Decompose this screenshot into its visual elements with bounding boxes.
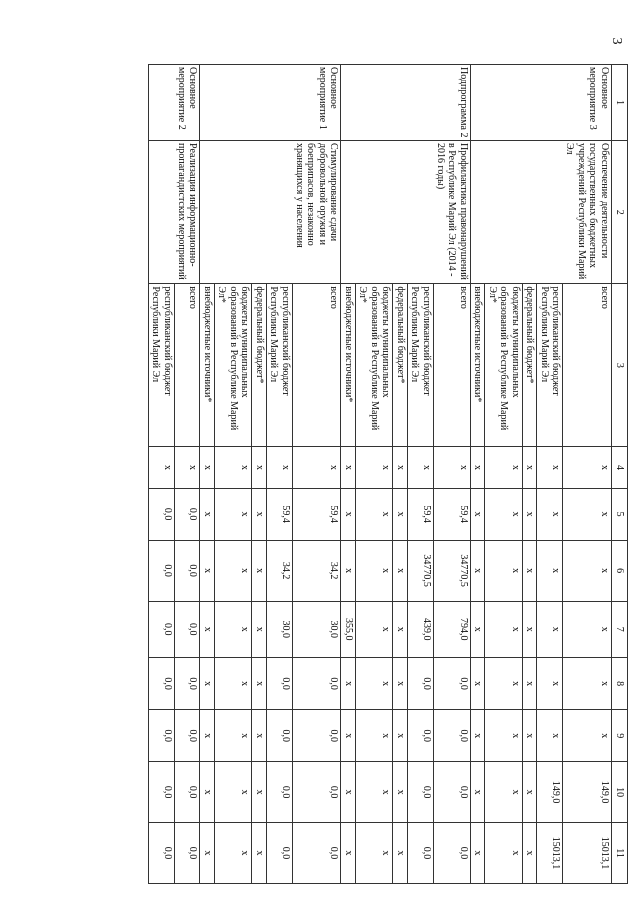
value-cell: х <box>471 762 486 823</box>
row-code-cell <box>252 65 267 141</box>
value-cell: х <box>200 601 215 657</box>
column-header: 5 <box>612 488 628 540</box>
value-cell: х <box>434 447 471 488</box>
value-cell: х <box>563 447 612 488</box>
value-cell: 0,0 <box>149 762 175 823</box>
row-code-cell: Основное мероприятие 1 <box>293 65 342 141</box>
funding-source-cell: всего <box>293 284 342 447</box>
table-row <box>341 65 356 884</box>
value-cell: х <box>252 658 267 710</box>
value-cell: х <box>252 601 267 657</box>
value-cell: х <box>252 488 267 540</box>
value-cell: х <box>393 540 408 601</box>
table-row <box>471 65 486 884</box>
table-row <box>408 65 434 884</box>
value-cell: 0,0 <box>434 710 471 762</box>
value-cell: 34770,5 <box>434 540 471 601</box>
table-row <box>523 65 538 884</box>
row-name-cell <box>485 141 523 284</box>
column-header: 11 <box>612 823 628 884</box>
value-cell: х <box>341 488 356 540</box>
funding-source-cell: бюджеты муниципальных образований в Республике Марий Эл* <box>356 284 394 447</box>
value-cell: х <box>252 710 267 762</box>
funding-source-cell: внебюджетные источники* <box>471 284 486 447</box>
value-cell: 0,0 <box>408 823 434 884</box>
row-name-cell <box>471 141 486 284</box>
row-code-cell <box>267 65 293 141</box>
value-cell: 0,0 <box>267 823 293 884</box>
value-cell: х <box>341 447 356 488</box>
value-cell: х <box>485 658 523 710</box>
row-code-cell: Основное мероприятие 2 <box>175 65 201 141</box>
value-cell: х <box>485 488 523 540</box>
row-name-cell <box>149 141 175 284</box>
value-cell: 34,2 <box>293 540 342 601</box>
value-cell: х <box>537 488 563 540</box>
value-cell: х <box>215 658 253 710</box>
row-code-cell <box>485 65 523 141</box>
value-cell: х <box>563 710 612 762</box>
table-row <box>293 65 342 884</box>
value-cell: х <box>471 488 486 540</box>
value-cell: 0,0 <box>293 710 342 762</box>
row-code-cell <box>523 65 538 141</box>
value-cell: х <box>341 540 356 601</box>
column-header: 10 <box>612 762 628 823</box>
page-number: 3 <box>609 37 624 45</box>
row-name-cell <box>408 141 434 284</box>
row-code-cell <box>408 65 434 141</box>
value-cell: х <box>523 447 538 488</box>
value-cell: х <box>356 658 394 710</box>
row-code-cell <box>149 65 175 141</box>
value-cell: х <box>175 447 201 488</box>
value-cell: х <box>215 447 253 488</box>
value-cell: 59,4 <box>293 488 342 540</box>
value-cell: х <box>471 447 486 488</box>
value-cell: 355,0 <box>341 601 356 657</box>
value-cell: 0,0 <box>434 823 471 884</box>
value-cell: х <box>356 762 394 823</box>
value-cell: х <box>485 710 523 762</box>
row-name-cell: Обеспечение деятельности государственных бюджетных учреждений Республики Марий Эл <box>563 141 612 284</box>
value-cell: х <box>537 447 563 488</box>
value-cell: х <box>523 658 538 710</box>
value-cell: х <box>341 823 356 884</box>
table-row <box>434 65 471 884</box>
value-cell: 0,0 <box>293 762 342 823</box>
funding-source-cell: федеральный бюджет* <box>252 284 267 447</box>
budget-table <box>148 64 628 884</box>
column-header: 1 <box>612 65 628 141</box>
value-cell: х <box>523 762 538 823</box>
value-cell: х <box>341 762 356 823</box>
value-cell: 0,0 <box>434 762 471 823</box>
value-cell: 794,0 <box>434 601 471 657</box>
value-cell: х <box>393 447 408 488</box>
row-code-cell: Основное мероприятие 3 <box>563 65 612 141</box>
row-code-cell <box>341 65 356 141</box>
row-name-cell <box>341 141 356 284</box>
value-cell: 0,0 <box>175 601 201 657</box>
column-header: 2 <box>612 141 628 284</box>
table-row <box>485 65 523 884</box>
value-cell: х <box>252 823 267 884</box>
funding-source-cell: федеральный бюджет* <box>523 284 538 447</box>
value-cell: х <box>485 823 523 884</box>
column-header: 8 <box>612 658 628 710</box>
value-cell: х <box>471 710 486 762</box>
value-cell: х <box>563 488 612 540</box>
value-cell: 59,4 <box>434 488 471 540</box>
value-cell: х <box>393 488 408 540</box>
value-cell: х <box>356 710 394 762</box>
row-code-cell <box>393 65 408 141</box>
funding-source-cell: республиканский бюджет Республики Марий Эл <box>537 284 563 447</box>
row-code-cell <box>215 65 253 141</box>
value-cell: х <box>252 447 267 488</box>
value-cell: 0,0 <box>293 823 342 884</box>
table-row <box>393 65 408 884</box>
value-cell: 30,0 <box>267 601 293 657</box>
value-cell: х <box>215 823 253 884</box>
value-cell: х <box>537 540 563 601</box>
table-row <box>563 65 612 884</box>
funding-source-cell: внебюджетные источники* <box>200 284 215 447</box>
value-cell: х <box>393 823 408 884</box>
value-cell: х <box>200 540 215 601</box>
row-name-cell <box>267 141 293 284</box>
column-header: 6 <box>612 540 628 601</box>
funding-source-cell: бюджеты муниципальных образований в Республике Марий Эл* <box>215 284 253 447</box>
value-cell: х <box>215 488 253 540</box>
value-cell: х <box>200 658 215 710</box>
column-header: 4 <box>612 447 628 488</box>
value-cell: х <box>267 447 293 488</box>
row-code-cell <box>471 65 486 141</box>
value-cell: х <box>356 601 394 657</box>
value-cell: 0,0 <box>408 710 434 762</box>
value-cell: х <box>356 488 394 540</box>
value-cell: х <box>471 601 486 657</box>
value-cell: х <box>537 658 563 710</box>
row-name-cell <box>215 141 253 284</box>
value-cell: х <box>523 488 538 540</box>
table-row <box>215 65 253 884</box>
value-cell: 0,0 <box>293 658 342 710</box>
value-cell: 0,0 <box>175 658 201 710</box>
row-name-cell <box>537 141 563 284</box>
value-cell: 0,0 <box>175 823 201 884</box>
value-cell: х <box>356 540 394 601</box>
value-cell: х <box>200 488 215 540</box>
row-code-cell <box>537 65 563 141</box>
value-cell: х <box>293 447 342 488</box>
value-cell: х <box>471 540 486 601</box>
table-row <box>267 65 293 884</box>
table-row <box>149 65 175 884</box>
value-cell: х <box>393 658 408 710</box>
value-cell: х <box>523 540 538 601</box>
value-cell: х <box>563 658 612 710</box>
table-row <box>175 65 201 884</box>
table-row <box>200 65 215 884</box>
value-cell: 0,0 <box>149 658 175 710</box>
value-cell: х <box>200 762 215 823</box>
table-body <box>149 65 612 884</box>
row-name-cell <box>252 141 267 284</box>
funding-source-cell: республиканский бюджет Республики Марий Эл <box>267 284 293 447</box>
column-number-row <box>612 65 628 884</box>
row-name-cell <box>200 141 215 284</box>
value-cell: х <box>471 658 486 710</box>
value-cell: 0,0 <box>434 658 471 710</box>
row-name-cell: Реализация информационно-пропагандистских мероприятий <box>175 141 201 284</box>
value-cell: х <box>215 601 253 657</box>
value-cell: 0,0 <box>175 762 201 823</box>
value-cell: 149,0 <box>563 762 612 823</box>
value-cell: 59,4 <box>408 488 434 540</box>
value-cell: 0,0 <box>149 823 175 884</box>
value-cell: х <box>485 762 523 823</box>
funding-source-cell: республиканский бюджет Республики Марий Эл <box>408 284 434 447</box>
column-header: 9 <box>612 710 628 762</box>
value-cell: х <box>523 710 538 762</box>
value-cell: 0,0 <box>175 540 201 601</box>
value-cell: х <box>393 710 408 762</box>
value-cell: х <box>215 710 253 762</box>
value-cell: х <box>341 710 356 762</box>
value-cell: х <box>149 447 175 488</box>
value-cell: х <box>215 540 253 601</box>
row-name-cell: Профилактика правонарушений в Республике Марий Эл (2014 - 2016 годы) <box>434 141 471 284</box>
funding-source-cell: федеральный бюджет* <box>393 284 408 447</box>
value-cell: 0,0 <box>408 762 434 823</box>
value-cell: 15013,1 <box>537 823 563 884</box>
value-cell: х <box>252 540 267 601</box>
value-cell: х <box>563 601 612 657</box>
value-cell: х <box>485 540 523 601</box>
rotated-table-sheet <box>128 64 628 884</box>
value-cell: 0,0 <box>149 488 175 540</box>
value-cell: 0,0 <box>267 762 293 823</box>
value-cell: 0,0 <box>149 710 175 762</box>
value-cell: х <box>393 601 408 657</box>
value-cell: 0,0 <box>175 488 201 540</box>
value-cell: х <box>215 762 253 823</box>
value-cell: х <box>356 447 394 488</box>
value-cell: х <box>563 540 612 601</box>
value-cell: х <box>471 823 486 884</box>
value-cell: 34,2 <box>267 540 293 601</box>
value-cell: 0,0 <box>267 710 293 762</box>
value-cell: 0,0 <box>149 540 175 601</box>
value-cell: х <box>523 601 538 657</box>
value-cell: х <box>537 710 563 762</box>
value-cell: х <box>356 823 394 884</box>
value-cell: х <box>200 823 215 884</box>
table-row <box>252 65 267 884</box>
funding-source-cell: всего <box>175 284 201 447</box>
value-cell: х <box>200 710 215 762</box>
row-name-cell: Стимулирование сдачи добровольной оружия и боеприпасов, незаконно хранящихся у населения <box>293 141 342 284</box>
value-cell: х <box>537 601 563 657</box>
value-cell: 0,0 <box>175 710 201 762</box>
value-cell: х <box>341 658 356 710</box>
funding-source-cell: всего <box>563 284 612 447</box>
value-cell: 0,0 <box>408 658 434 710</box>
value-cell: 149,0 <box>537 762 563 823</box>
value-cell: 439,0 <box>408 601 434 657</box>
row-code-cell: Подпрограмма 2 <box>434 65 471 141</box>
funding-source-cell: всего <box>434 284 471 447</box>
funding-source-cell: внебюджетные источники* <box>341 284 356 447</box>
row-name-cell <box>393 141 408 284</box>
table-row <box>356 65 394 884</box>
value-cell: 34770,5 <box>408 540 434 601</box>
row-name-cell <box>356 141 394 284</box>
value-cell: 0,0 <box>149 601 175 657</box>
value-cell: х <box>393 762 408 823</box>
value-cell: х <box>485 601 523 657</box>
column-header: 3 <box>612 284 628 447</box>
row-code-cell <box>200 65 215 141</box>
value-cell: х <box>485 447 523 488</box>
column-header: 7 <box>612 601 628 657</box>
value-cell: 59,4 <box>267 488 293 540</box>
value-cell: 30,0 <box>293 601 342 657</box>
value-cell: х <box>408 447 434 488</box>
funding-source-cell: республиканский бюджет Республики Марий Эл <box>149 284 175 447</box>
value-cell: х <box>252 762 267 823</box>
table-row <box>537 65 563 884</box>
row-name-cell <box>523 141 538 284</box>
value-cell: х <box>200 447 215 488</box>
row-code-cell <box>356 65 394 141</box>
value-cell: х <box>523 823 538 884</box>
funding-source-cell: бюджеты муниципальных образований в Республике Марий Эл* <box>485 284 523 447</box>
value-cell: 0,0 <box>267 658 293 710</box>
value-cell: 15013,1 <box>563 823 612 884</box>
